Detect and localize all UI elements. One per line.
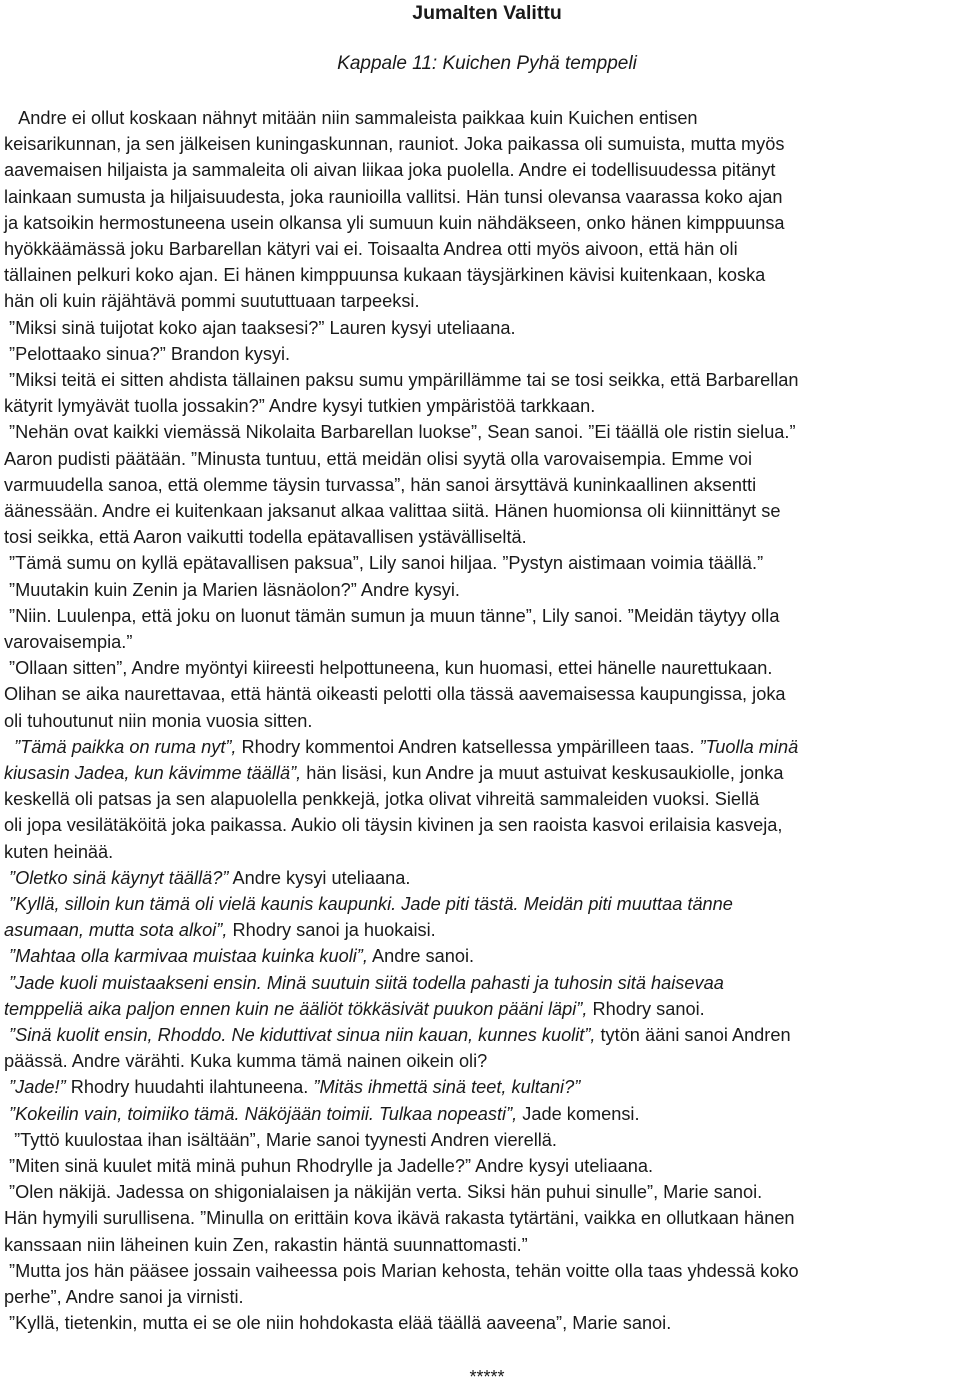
italic-text: ”Tuolla minä (699, 736, 799, 757)
text-line (4, 734, 798, 760)
text-run: ”Ollaan sitten”, Andre myöntyi kiireesti helpottuneena, kun huomasi, ettei hänelle naurettukaan. (4, 658, 773, 679)
text-line (4, 1074, 580, 1100)
text-run: keisarikunnan, ja sen jälkeisen kuningaskunnan, rauniot. Joka paikassa oli sumuista, mutta myös (4, 134, 785, 155)
text-run: hän lisäsi, kun Andre ja muut astuivat keskusaukiolle, jonka (301, 763, 784, 783)
text-run: tosi seikka, että Aaron vaikutti todella epätavallisen ystävälliseltä. (4, 527, 527, 548)
text-line (4, 996, 705, 1022)
text-line (4, 681, 786, 707)
text-line (4, 760, 783, 786)
text-line (4, 970, 724, 996)
text-line (4, 891, 733, 917)
text-run: ”Miksi teitä ei sitten ahdista tällainen paksu sumu ympärillämme tai se tosi seikka, että Barbarellan (4, 370, 799, 390)
text-line (4, 157, 775, 183)
text-run: ”Nehän ovat kaikki viemässä Nikolaita Barbarellan luokse”, Sean sanoi. ”Ei täällä ole ristin sielua.” (4, 422, 796, 443)
text-line (4, 1153, 653, 1179)
italic-text: asumaan, mutta sota alkoi”, (4, 920, 228, 941)
text-line (4, 288, 420, 314)
text-run: Rhodry sanoi ja huokaisi. (227, 920, 436, 941)
text-run: oli jopa vesilätäköitä joka paikassa. Aukio oli täysin kivinen ja sen raoista kasvoi erilaisia kasveja, (4, 815, 783, 836)
text-run: tytön ääni sanoi Andren (595, 1025, 791, 1045)
text-run: ”Mutta jos hän pääsee jossain vaiheessa pois Marian kehosta, tehän voitte olla taas yhdessä koko (4, 1260, 799, 1281)
text-line (4, 812, 782, 838)
italic-text: ”Jade!” (4, 1077, 66, 1098)
text-run: ja katsoikin hermostuneena usein olkansa yli sumuun kuin nähdäkseen, onko hänen kimppuunsa (4, 212, 785, 233)
text-line (4, 603, 779, 629)
text-run: ”Niin. Luulenpa, että joku on luonut tämän sumun ja muun tänne”, Lily sanoi. ”Meidän täytyy olla (4, 605, 780, 626)
text-run: aavemaisen hiljaista ja sammaleita oli aivan liikaa joka puolella. Andre ei todellisuudessa pitänyt (4, 160, 776, 181)
italic-text: kiusasin Jadea, kun kävimme täällä”, (4, 763, 302, 783)
text-line (4, 315, 516, 341)
text-line (4, 341, 290, 367)
text-run: ”Tämä sumu on kyllä epätavallisen paksua”, Lily sanoi hiljaa. ”Pystyn aistimaan voimia täällä.” (4, 553, 764, 574)
text-run: ”Muutakin kuin Zenin ja Marien läsnäolon?” Andre kysyi. (4, 579, 460, 600)
text-line (4, 498, 781, 524)
text-run: keskellä oli patsas ja sen alapuolella penkkejä, jotka olivat vihreitä sammaleiden vuoksi. Siellä (4, 789, 760, 810)
italic-text: ”Kokeilin vain, toimiiko tämä. Näköjään toimii. Tulkaa nopeasti”, (4, 1103, 518, 1124)
text-run: ”Miksi sinä tuijotat koko ajan taaksesi?” Lauren kysyi uteliaana. (4, 317, 516, 338)
italic-text: ”Kyllä, silloin kun tämä oli vielä kaunis kaupunki. Jade piti tästä. Meidän piti muuttaa tänne (4, 894, 733, 914)
text-run: perhe”, Andre sanoi ja virnisti. (4, 1287, 244, 1307)
text-line (4, 1179, 762, 1205)
text-run: lainkaan sumusta ja hiljaisuudesta, joka raunioilla vallitsi. Hän tunsi olevansa vaarassa koko ajan (4, 186, 783, 207)
text-run: Hän hymyili surullisena. ”Minulla on erittäin kova ikävä rakasta tytärtäni, vaikka en ollutkaan hänen (4, 1208, 795, 1229)
text-line (4, 524, 527, 550)
text-line (4, 262, 765, 288)
text-run: kuten heinää. (4, 841, 114, 862)
text-line (4, 1022, 791, 1048)
text-run: Olihan se aika naurettavaa, että häntä oikeasti pelotti olla tässä aavemaisessa kaupungissa, joka (4, 684, 786, 705)
text-line (4, 1284, 244, 1310)
text-run: Andre ei ollut koskaan nähnyt mitään niin sammaleista paikkaa kuin Kuichen entisen (4, 108, 698, 128)
text-run: oli tuhoutunut niin monia vuosia sitten. (4, 710, 313, 731)
text-run: Rhodry huudahti ilahtuneena. (65, 1077, 314, 1098)
text-run: Jade komensi. (517, 1103, 640, 1124)
italic-text: ”Jade kuoli muistaakseni ensin. Minä suutuin siitä todella pahasti ja tuhosin sitä haisevaa (4, 972, 724, 993)
text-line (4, 446, 752, 472)
italic-text: ”Oletko sinä käynyt täällä?” (4, 867, 229, 888)
text-line (4, 419, 796, 445)
text-run: ”Olen näkijä. Jadessa on shigonialaisen ja näkijän verta. Siksi hän puhui sinulle”, Marie sanoi. (4, 1182, 763, 1203)
text-line (4, 1205, 795, 1231)
text-line (4, 917, 436, 943)
text-line (4, 943, 474, 969)
text-line (4, 550, 763, 576)
text-line (4, 577, 460, 603)
text-run: varmuudella sanoa, että olemme täysin turvassa”, hän sanoi ärsyttävä kuninkaallinen aksentti (4, 474, 757, 495)
section-separator: ***** (469, 1367, 505, 1387)
text-line (4, 1127, 557, 1153)
text-run: hyökkäämässä joku Barbarellan kätyri vai ei. Toisaalta Andrea otti myös aivoon, että hän oli (4, 239, 738, 259)
document-title: Jumalten Valittu (412, 2, 562, 24)
text-line (4, 1232, 528, 1258)
text-run: äänessään. Andre ei kuitenkaan jaksanut alkaa valittaa siitä. Hänen huomionsa oli kiinnittänyt se (4, 501, 781, 521)
text-line (4, 1048, 487, 1074)
text-line (4, 105, 698, 131)
text-line (4, 472, 756, 498)
text-line (4, 131, 784, 157)
text-line (4, 708, 312, 734)
text-run: hän oli kuin räjähtävä pommi suututtuaan tarpeeksi. (4, 291, 420, 312)
text-line (4, 786, 759, 812)
text-run: kätyrit lymyävät tuolla jossakin?” Andre kysyi tutkien ympäristöä tarkkaan. (4, 396, 596, 417)
text-line (4, 1310, 671, 1336)
text-run: ”Tyttö kuulostaa ihan isältään”, Marie sanoi tyynesti Andren vierellä. (4, 1129, 557, 1150)
text-line (4, 629, 132, 655)
chapter-heading: Kappale 11: Kuichen Pyhä temppeli (337, 53, 637, 74)
italic-text: ”Tämä paikka on ruma nyt”, (4, 736, 237, 757)
text-line (4, 210, 785, 236)
text-line (4, 839, 113, 865)
text-line (4, 236, 738, 262)
text-run: päässä. Andre värähti. Kuka kumma tämä nainen oikein oli? (4, 1051, 488, 1072)
italic-text: ”Sinä kuolit ensin, Rhoddo. Ne kiduttivat sinua niin kauan, kunnes kuolit”, (4, 1025, 596, 1045)
italic-text: temppeliä aika paljon ennen kuin ne ääliöt tökkäsivät puukon pääni läpi”, (4, 998, 588, 1019)
text-run: Andre kysyi uteliaana. (228, 867, 411, 888)
text-run: Andre sanoi. (367, 946, 475, 967)
text-line (4, 1258, 799, 1284)
text-run: Aaron pudisti päätään. ”Minusta tuntuu, että meidän olisi syytä olla varovaisempia. Emme voi (4, 448, 753, 469)
text-run: Rhodry sanoi. (587, 998, 705, 1019)
text-line (4, 865, 410, 891)
text-run: Rhodry kommentoi Andren katsellessa ympärilleen taas. (236, 736, 700, 757)
text-line (4, 367, 799, 393)
text-run: ”Pelottaako sinua?” Brandon kysyi. (4, 343, 291, 364)
text-line (4, 393, 595, 419)
text-run: tällainen pelkuri koko ajan. Ei hänen kimppuunsa kukaan täysjärkinen kävisi kuitenkaan, koska (4, 265, 766, 286)
text-run: kanssaan niin läheinen kuin Zen, rakastin häntä suunnattomasti.” (4, 1234, 528, 1255)
italic-text: ”Mahtaa olla karmivaa muistaa kuinka kuoli”, (4, 946, 368, 967)
text-run: ”Miten sinä kuulet mitä minä puhun Rhodrylle ja Jadelle?” Andre kysyi uteliaana. (4, 1156, 654, 1176)
italic-text: ”Mitäs ihmettä sinä teet, kultani?” (313, 1077, 581, 1098)
text-line (4, 1101, 640, 1127)
text-line (4, 655, 772, 681)
text-run: varovaisempia.” (4, 632, 133, 652)
text-line (4, 184, 782, 210)
text-run: ”Kyllä, tietenkin, mutta ei se ole niin hohdokasta elää täällä aaveena”, Marie sanoi. (4, 1313, 672, 1334)
